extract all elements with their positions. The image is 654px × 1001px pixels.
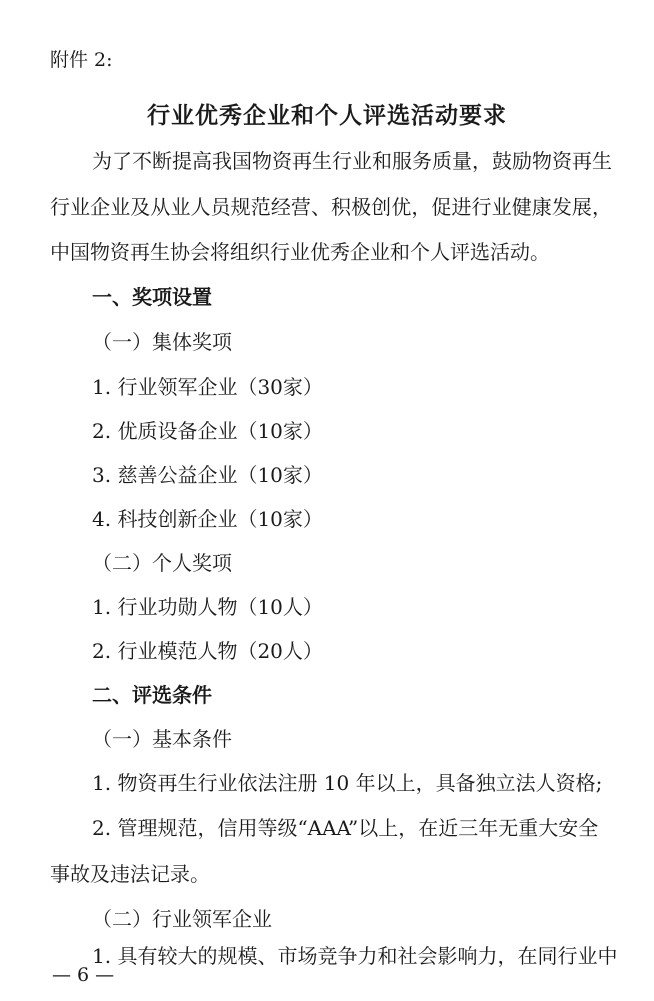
- list-item: 2. 优质设备企业（10家）: [92, 419, 323, 443]
- list-item-continuation: 事故及违法记录。: [50, 862, 210, 886]
- subheading-industry-leader: （二）行业领军企业: [92, 907, 272, 931]
- list-item: 2. 管理规范，信用等级“AAA”以上，在近三年无重大安全: [92, 816, 599, 840]
- intro-line-2: 行业企业及从业人员规范经营、积极创优，促进行业健康发展，: [50, 195, 612, 219]
- list-item: 3. 慈善公益企业（10家）: [92, 463, 323, 487]
- subheading-individual-awards: （二）个人奖项: [92, 551, 232, 575]
- intro-line-1: 为了不断提高我国物资再生行业和服务质量，鼓励物资再生: [92, 149, 612, 173]
- list-item: 1. 物资再生行业依法注册 10 年以上，具备独立法人资格;: [92, 771, 603, 795]
- attachment-label: 附件 2:: [50, 49, 113, 71]
- subheading-basic-conditions: （一）基本条件: [92, 727, 232, 751]
- list-item: 1. 行业功勋人物（10人）: [92, 595, 323, 619]
- subheading-collective-awards: （一）集体奖项: [92, 330, 232, 354]
- document-title: 行业优秀企业和个人评选活动要求: [147, 102, 507, 129]
- list-item: 2. 行业模范人物（20人）: [92, 639, 323, 663]
- list-item: 4. 科技创新企业（10家）: [92, 507, 323, 531]
- list-item: 1. 具有较大的规模、市场竞争力和社会影响力，在同行业中: [92, 944, 618, 968]
- intro-line-3: 中国物资再生协会将组织行业优秀企业和个人评选活动。: [50, 240, 550, 264]
- list-item: 1. 行业领军企业（30家）: [92, 375, 323, 399]
- page-number: — 6 —: [52, 964, 115, 986]
- section-heading-criteria: 二、评选条件: [92, 683, 212, 707]
- section-heading-awards: 一、奖项设置: [92, 285, 212, 309]
